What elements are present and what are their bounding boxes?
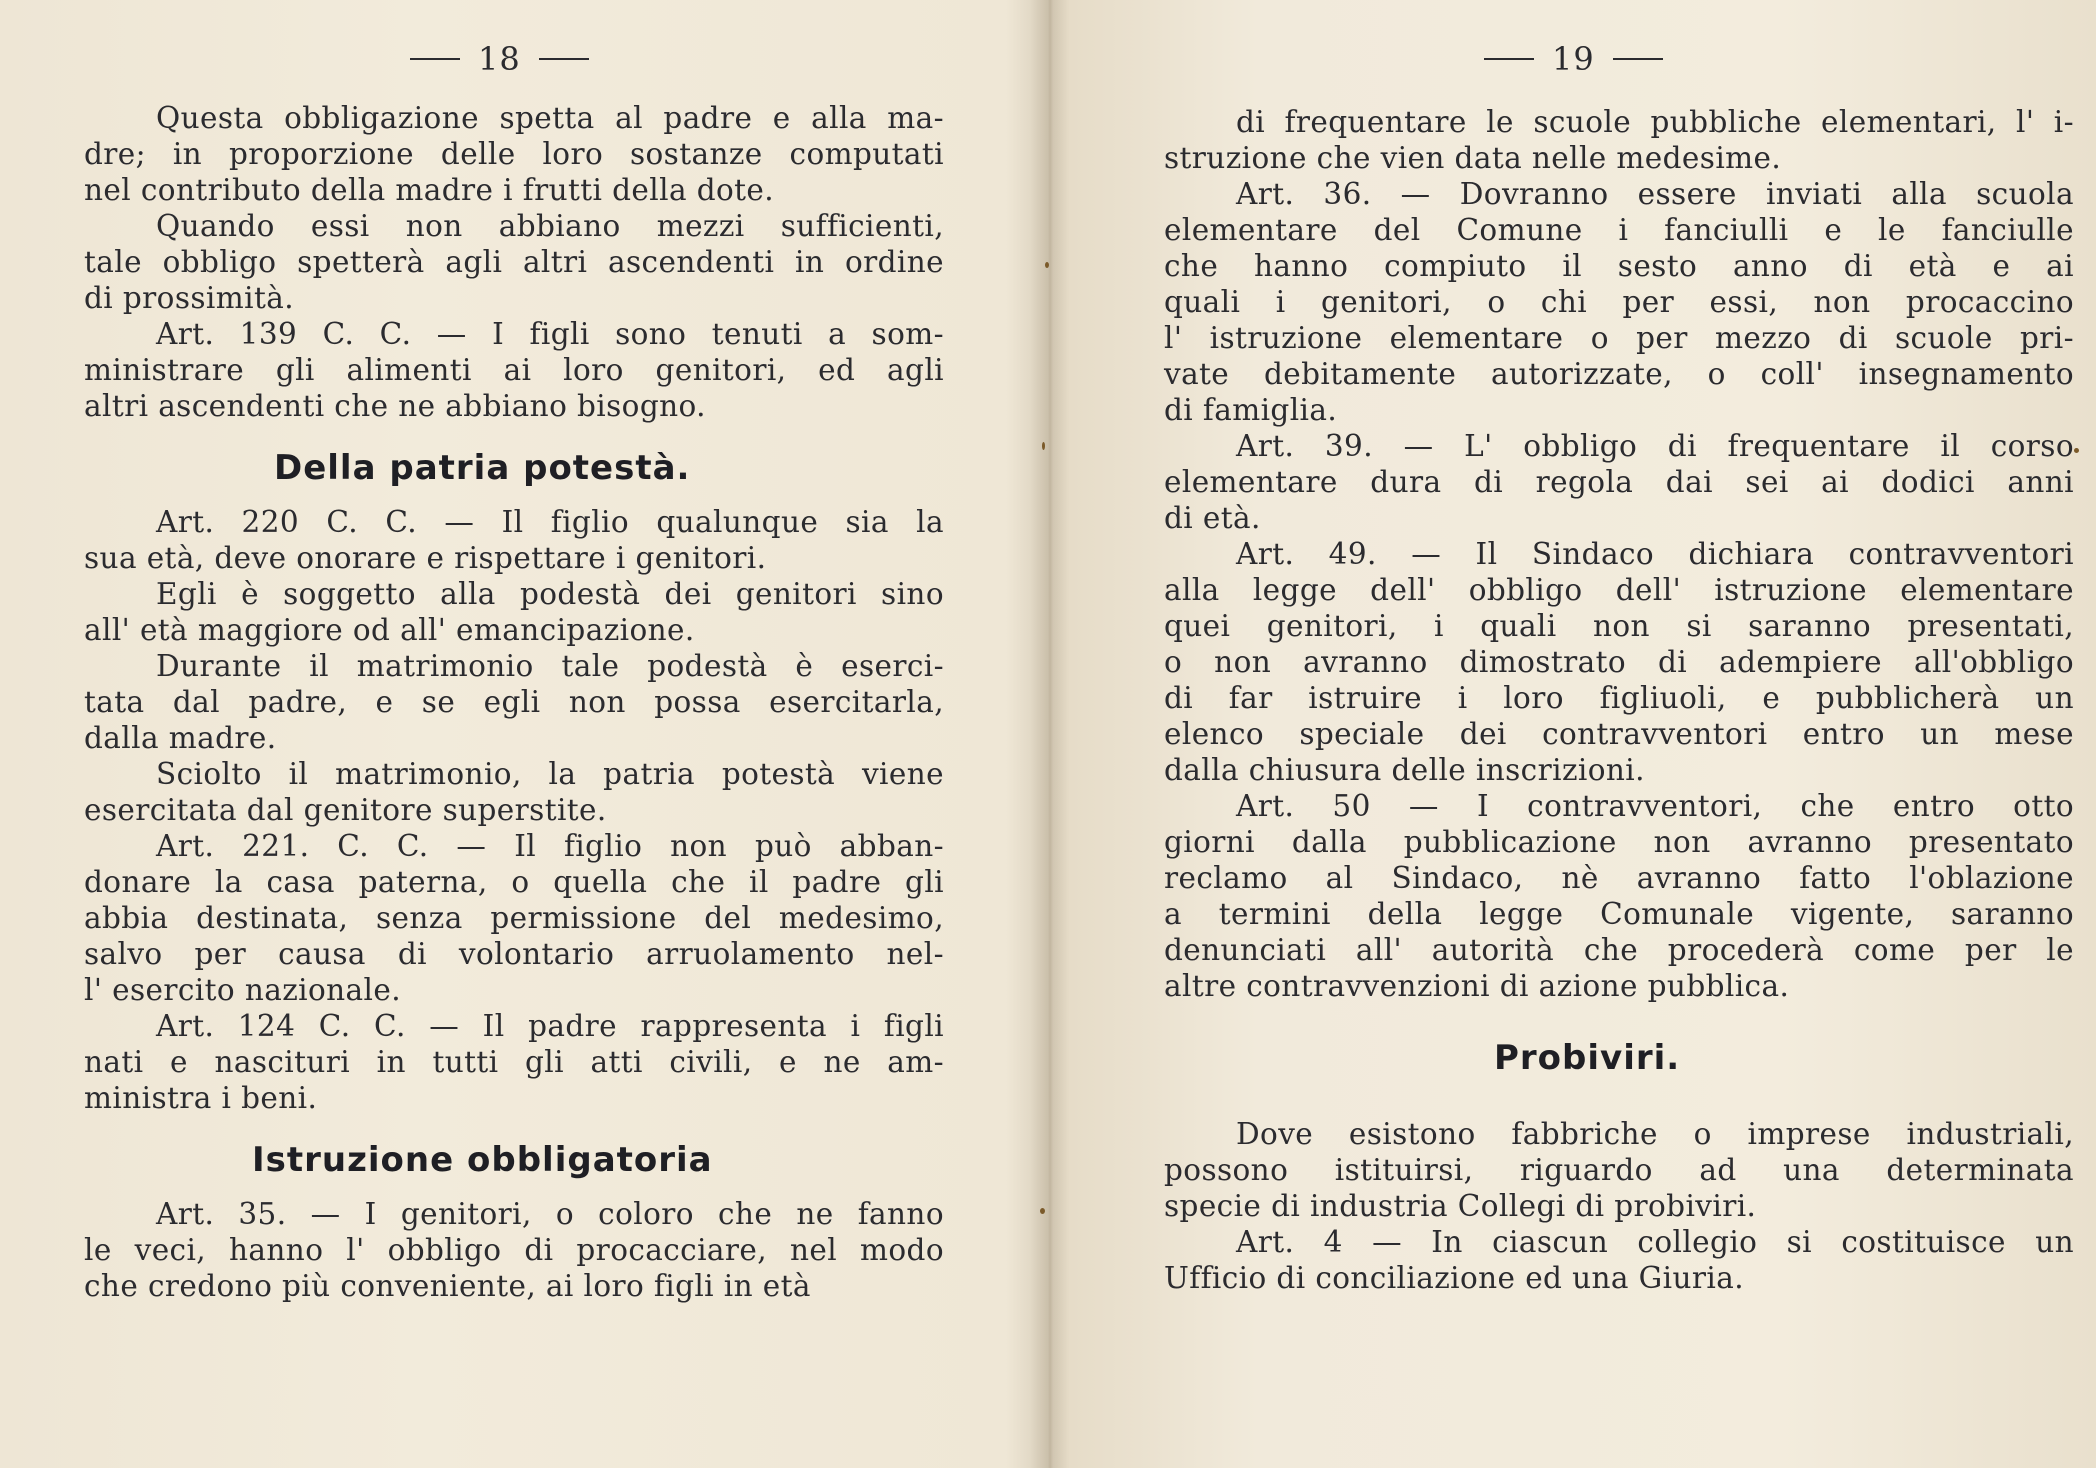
paragraph xyxy=(1164,1116,2074,1224)
right-page-number xyxy=(1484,40,1663,78)
text-line: dre; in proporzione delle loro sostanze computati xyxy=(84,137,944,171)
text-line: salvo per causa di volontario arruolamento nel- xyxy=(84,937,944,971)
text-line: Art. 124 C. C. — Il padre rappresenta i figli xyxy=(156,1009,944,1043)
text-line: Dove esistono fabbriche o imprese industriali, xyxy=(1236,1117,2074,1151)
paragraph xyxy=(84,576,944,648)
text-line: di prossimità. xyxy=(84,281,294,315)
text-line: ministrare gli alimenti ai loro genitori, ed agli xyxy=(84,353,944,387)
paragraph xyxy=(84,208,944,316)
paragraph xyxy=(1164,788,2074,1004)
text-line: tale obbligo spetterà agli altri ascendenti in ordine xyxy=(84,245,944,279)
right-page-body xyxy=(1164,104,2074,1296)
paragraph xyxy=(84,1196,944,1304)
text-line: specie di industria Collegi di probiviri. xyxy=(1164,1189,1757,1223)
text-line: Art. 4 — In ciascun collegio si costituisce un xyxy=(1236,1225,2074,1259)
text-line: di età. xyxy=(1164,501,1261,535)
text-line: Art. 49. — Il Sindaco dichiara contravventori xyxy=(1236,537,2074,571)
paragraph xyxy=(84,756,944,828)
text-line: giorni dalla pubblicazione non avranno presentato xyxy=(1164,825,2074,859)
text-line: all' età maggiore od all' emancipazione. xyxy=(84,613,695,647)
heading-della-patria-potesta: Della patria potestà. xyxy=(274,448,691,488)
text-line: altre contravvenzioni di azione pubblica. xyxy=(1164,969,1790,1003)
paragraph xyxy=(84,648,944,756)
right-page xyxy=(1050,0,2096,1468)
text-line: Quando essi non abbiano mezzi sufficienti, xyxy=(156,209,944,243)
text-line: elenco speciale dei contravventori entro un mese xyxy=(1164,717,2074,751)
text-line: alla legge dell' obbligo dell' istruzione elementare xyxy=(1164,573,2074,607)
paragraph xyxy=(84,316,944,424)
text-line: nati e nascituri in tutti gli atti civili, e ne am- xyxy=(84,1045,944,1079)
text-line: Questa obbligazione spetta al padre e alla ma- xyxy=(156,101,944,135)
text-line: quali i genitori, o chi per essi, non procaccino xyxy=(1164,285,2074,319)
text-line: tata dal padre, e se egli non possa esercitarla, xyxy=(84,685,944,719)
paragraph xyxy=(1164,428,2074,536)
text-line: l' istruzione elementare o per mezzo di scuole pri- xyxy=(1164,321,2074,355)
text-line: vate debitamente autorizzate, o coll' insegnamento xyxy=(1164,357,2074,391)
text-line: a termini della legge Comunale vigente, saranno xyxy=(1164,897,2074,931)
text-line: Ufficio di conciliazione ed una Giuria. xyxy=(1164,1261,1744,1295)
text-line: nel contributo della madre i frutti della dote. xyxy=(84,173,775,207)
paper-speck xyxy=(1045,262,1049,268)
text-line: le veci, hanno l' obbligo di procacciare, nel modo xyxy=(84,1233,944,1267)
text-line: Sciolto il matrimonio, la patria potestà viene xyxy=(156,757,944,791)
paragraph xyxy=(1164,176,2074,428)
text-line: o non avranno dimostrato di adempiere all'obbligo xyxy=(1164,645,2074,679)
text-line: altri ascendenti che ne abbiano bisogno. xyxy=(84,389,706,423)
text-line: esercitata dal genitore superstite. xyxy=(84,793,607,827)
text-line: che hanno compiuto il sesto anno di età e ai xyxy=(1164,249,2074,283)
paper-speck xyxy=(2074,448,2079,453)
text-line: elementare dura di regola dai sei ai dodici anni xyxy=(1164,465,2074,499)
text-line: reclamo al Sindaco, nè avranno fatto l'oblazione xyxy=(1164,861,2074,895)
left-page-number-dash-after xyxy=(539,58,589,60)
text-line: Art. 35. — I genitori, o coloro che ne fanno xyxy=(156,1197,944,1231)
text-line: denunciati all' autorità che procederà come per le xyxy=(1164,933,2074,967)
paragraph xyxy=(84,828,944,1008)
paragraph xyxy=(1164,536,2074,788)
text-line: Egli è soggetto alla podestà dei genitori sino xyxy=(156,577,944,611)
heading-probiviri: Probiviri. xyxy=(1494,1038,1681,1078)
text-line: Art. 36. — Dovranno essere inviati alla scuola xyxy=(1236,177,2074,211)
heading-istruzione-obbligatoria: Istruzione obbligatoria xyxy=(252,1140,713,1180)
right-page-number-dash-before xyxy=(1484,58,1534,60)
text-line: sua età, deve onorare e rispettare i genitori. xyxy=(84,541,767,575)
paragraph xyxy=(84,504,944,576)
text-line: di frequentare le scuole pubbliche elementari, l' i- xyxy=(1236,105,2074,139)
text-line: di far istruire i loro figliuoli, e pubblicherà un xyxy=(1164,681,2074,715)
text-line: dalla chiusura delle inscrizioni. xyxy=(1164,753,1645,787)
text-line: di famiglia. xyxy=(1164,393,1338,427)
text-line: ministra i beni. xyxy=(84,1081,318,1115)
text-line: Art. 139 C. C. — I figli sono tenuti a som- xyxy=(156,317,944,351)
right-page-section-istruzione-cont xyxy=(1164,104,2074,1004)
left-page-number xyxy=(410,40,589,78)
left-page-number-dash-before xyxy=(410,58,460,60)
left-page-number-text: 18 xyxy=(478,40,521,78)
text-line: dalla madre. xyxy=(84,721,277,755)
text-line: possono istituirsi, riguardo ad una determinata xyxy=(1164,1153,2074,1187)
text-line: Art. 221. C. C. — Il figlio non può abban- xyxy=(156,829,944,863)
paragraph xyxy=(84,100,944,208)
text-line: quei genitori, i quali non si saranno presentati, xyxy=(1164,609,2074,643)
text-line: Art. 50 — I contravventori, che entro otto xyxy=(1236,789,2074,823)
left-page-section-istruzione xyxy=(84,1196,944,1304)
paragraph xyxy=(1164,1224,2074,1296)
paragraph xyxy=(1164,104,2074,176)
text-line: elementare del Comune i fanciulli e le fanciulle xyxy=(1164,213,2074,247)
left-page-body xyxy=(84,100,944,1304)
text-line: donare la casa paterna, o quella che il padre gli xyxy=(84,865,944,899)
right-page-section-probiviri xyxy=(1164,1116,2074,1296)
paragraph xyxy=(84,1008,944,1116)
left-page-section-intro xyxy=(84,100,944,424)
right-page-number-dash-after xyxy=(1613,58,1663,60)
text-line: Art. 220 C. C. — Il figlio qualunque sia la xyxy=(156,505,944,539)
paper-speck xyxy=(1040,1208,1045,1214)
text-line: Art. 39. — L' obbligo di frequentare il corso xyxy=(1236,429,2074,463)
text-line: l' esercito nazionale. xyxy=(84,973,402,1007)
right-page-number-text: 19 xyxy=(1552,40,1595,78)
text-line: abbia destinata, senza permissione del medesimo, xyxy=(84,901,944,935)
text-line: che credono più conveniente, ai loro figli in età xyxy=(84,1269,811,1303)
paper-speck xyxy=(1042,442,1045,450)
text-line: Durante il matrimonio tale podestà è eserci- xyxy=(156,649,944,683)
left-page-section-patria-potesta xyxy=(84,504,944,1116)
text-line: struzione che vien data nelle medesime. xyxy=(1164,141,1782,175)
left-page xyxy=(0,0,1040,1468)
